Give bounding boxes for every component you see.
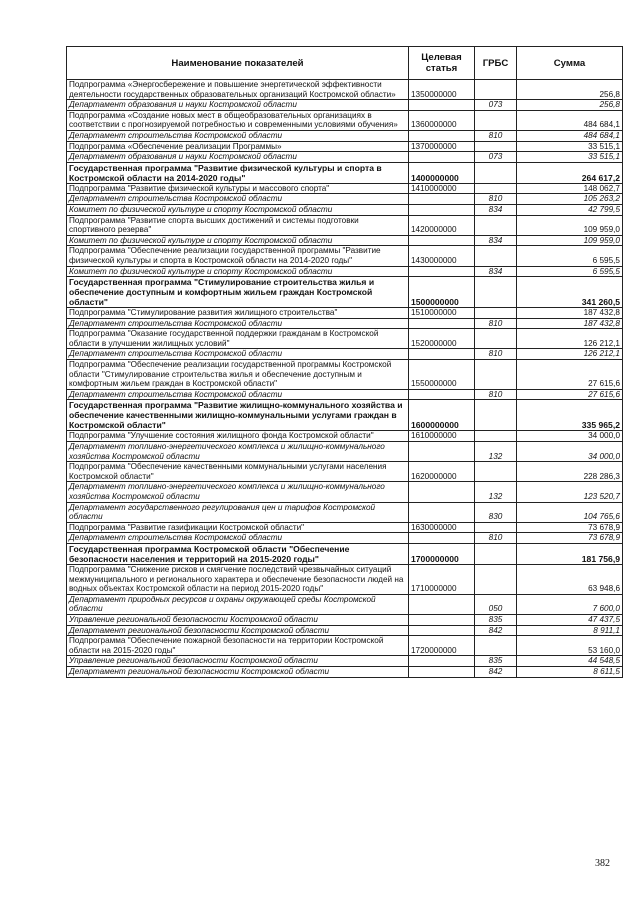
- header-grbs: ГРБС: [475, 47, 517, 80]
- row-sum: 8 911,1: [517, 625, 623, 636]
- row-code: 1510000000: [409, 308, 475, 319]
- row-sum: 104 765,6: [517, 502, 623, 522]
- row-name: Подпрограмма "Развитие газификации Костромской области": [67, 522, 409, 533]
- row-code: 1620000000: [409, 462, 475, 482]
- row-code: 1350000000: [409, 80, 475, 100]
- row-grbs: 834: [475, 266, 517, 277]
- row-grbs: [475, 80, 517, 100]
- table-row: [67, 183, 623, 194]
- row-code: 1700000000: [409, 543, 475, 564]
- row-name: Комитет по физической культуре и спорту Костромской области: [67, 266, 409, 277]
- row-code: [409, 442, 475, 462]
- row-sum: 148 062,7: [517, 183, 623, 194]
- row-grbs: 810: [475, 130, 517, 141]
- row-sum: 34 000,0: [517, 442, 623, 462]
- row-name: Департамент природных ресурсов и охраны окружающей среды Костромской области: [67, 594, 409, 614]
- table-row: [67, 130, 623, 141]
- row-sum: 33 515,1: [517, 152, 623, 163]
- table-row: [67, 266, 623, 277]
- row-sum: 187 432,8: [517, 318, 623, 329]
- row-grbs: 810: [475, 533, 517, 544]
- row-name: Департамент строительства Костромской области: [67, 318, 409, 329]
- header-row: [67, 47, 623, 80]
- row-grbs: [475, 162, 517, 183]
- row-name: Департамент строительства Костромской области: [67, 194, 409, 205]
- row-name: Подпрограмма "Развитие спорта высших достижений и системы подготовки спортивного резерва": [67, 215, 409, 235]
- row-name: Департамент топливно-энергетического комплекса и жилищно-коммунального хозяйства Костромской области: [67, 482, 409, 502]
- row-grbs: 132: [475, 442, 517, 462]
- row-grbs: 073: [475, 100, 517, 111]
- row-grbs: [475, 308, 517, 319]
- row-name: Комитет по физической культуре и спорту Костромской области: [67, 204, 409, 215]
- row-grbs: [475, 636, 517, 656]
- row-sum: 27 615,6: [517, 389, 623, 400]
- row-name: Подпрограмма «Создание новых мест в общеобразовательных организациях в соответствии с прогнозируемой потребностью и современными условиями обучения»: [67, 110, 409, 130]
- table-row: [67, 522, 623, 533]
- row-code: [409, 389, 475, 400]
- row-name: Департамент образования и науки Костромской области: [67, 100, 409, 111]
- row-sum: 27 615,6: [517, 360, 623, 390]
- row-name: Подпрограмма «Энергосбережение и повышение энергетической эффективности деятельности государственных образовательных организаций Костромской области»: [67, 80, 409, 100]
- row-code: [409, 235, 475, 246]
- row-sum: 187 432,8: [517, 308, 623, 319]
- row-grbs: 810: [475, 194, 517, 205]
- table-row: [67, 360, 623, 390]
- row-sum: 341 260,5: [517, 277, 623, 308]
- row-code: 1500000000: [409, 277, 475, 308]
- row-code: 1370000000: [409, 141, 475, 152]
- table-row: [67, 277, 623, 308]
- row-grbs: 132: [475, 482, 517, 502]
- row-sum: 256,8: [517, 80, 623, 100]
- row-name: Государственная программа "Развитие жилищно-коммунального хозяйства и обеспечение качественными жилищно-коммунальными услугами граждан в Костромской области": [67, 400, 409, 431]
- row-name: Департамент строительства Костромской области: [67, 533, 409, 544]
- row-name: Подпрограмма "Развитие физической культуры и массового спорта": [67, 183, 409, 194]
- row-code: [409, 266, 475, 277]
- row-grbs: [475, 329, 517, 349]
- table-row: [67, 141, 623, 152]
- table-row: [67, 152, 623, 163]
- row-grbs: 810: [475, 389, 517, 400]
- row-sum: 105 263,2: [517, 194, 623, 205]
- row-sum: 484 684,1: [517, 110, 623, 130]
- row-grbs: [475, 400, 517, 431]
- row-sum: 109 959,0: [517, 215, 623, 235]
- row-code: 1520000000: [409, 329, 475, 349]
- row-code: 1410000000: [409, 183, 475, 194]
- table-row: [67, 625, 623, 636]
- row-sum: 44 548,5: [517, 656, 623, 667]
- row-grbs: 050: [475, 594, 517, 614]
- table-row: [67, 594, 623, 614]
- row-sum: 8 611,5: [517, 666, 623, 677]
- row-sum: 264 617,2: [517, 162, 623, 183]
- budget-table: [66, 46, 623, 678]
- row-sum: 256,8: [517, 100, 623, 111]
- row-name: Подпрограмма "Обеспечение пожарной безопасности на территории Костромской области на 2015-2020 годы": [67, 636, 409, 656]
- row-grbs: [475, 110, 517, 130]
- row-grbs: [475, 522, 517, 533]
- row-name: Подпрограмма "Улучшение состояния жилищного фонда Костромской области": [67, 431, 409, 442]
- row-grbs: 810: [475, 318, 517, 329]
- row-name: Подпрограмма "Оказание государственной поддержки гражданам в Костромской области в улучшении жилищных условий": [67, 329, 409, 349]
- row-code: 1600000000: [409, 400, 475, 431]
- row-code: [409, 100, 475, 111]
- row-sum: 181 756,9: [517, 543, 623, 564]
- table-row: [67, 400, 623, 431]
- table-row: [67, 204, 623, 215]
- row-sum: 126 212,1: [517, 329, 623, 349]
- row-grbs: [475, 462, 517, 482]
- row-sum: 123 520,7: [517, 482, 623, 502]
- table-row: [67, 215, 623, 235]
- row-name: Департамент региональной безопасности Костромской области: [67, 666, 409, 677]
- row-sum: 47 437,5: [517, 614, 623, 625]
- table-row: [67, 502, 623, 522]
- table-row: [67, 80, 623, 100]
- table-row: [67, 636, 623, 656]
- row-code: 1630000000: [409, 522, 475, 533]
- row-name: Управление региональной безопасности Костромской области: [67, 614, 409, 625]
- row-name: Подпрограмма "Снижение рисков и смягчение последствий чрезвычайных ситуаций межмуниципального и регионального характера и обеспечение безопасности людей на водных объектах Костромской области на период 2015-2020 годы": [67, 564, 409, 594]
- row-grbs: 810: [475, 349, 517, 360]
- row-name: Департамент строительства Костромской области: [67, 349, 409, 360]
- row-code: [409, 533, 475, 544]
- row-grbs: 842: [475, 666, 517, 677]
- row-sum: 6 595,5: [517, 246, 623, 266]
- row-sum: 42 799,5: [517, 204, 623, 215]
- table-row: [67, 162, 623, 183]
- row-code: 1710000000: [409, 564, 475, 594]
- row-name: Департамент образования и науки Костромской области: [67, 152, 409, 163]
- row-code: 1550000000: [409, 360, 475, 390]
- row-name: Государственная программа "Стимулирование строительства жилья и обеспечение доступным и комфортным жильем граждан Костромской области": [67, 277, 409, 308]
- row-grbs: 073: [475, 152, 517, 163]
- row-grbs: [475, 431, 517, 442]
- table-row: [67, 100, 623, 111]
- header-sum: Сумма: [517, 47, 623, 80]
- table-body: [67, 80, 623, 678]
- row-code: [409, 502, 475, 522]
- row-sum: 7 600,0: [517, 594, 623, 614]
- row-sum: 73 678,9: [517, 533, 623, 544]
- row-code: [409, 194, 475, 205]
- row-code: [409, 130, 475, 141]
- row-code: [409, 625, 475, 636]
- row-sum: 126 212,1: [517, 349, 623, 360]
- row-code: [409, 204, 475, 215]
- table-row: [67, 462, 623, 482]
- row-code: 1400000000: [409, 162, 475, 183]
- header-name: Наименование показателей: [67, 47, 409, 80]
- row-code: [409, 482, 475, 502]
- row-name: Государственная программа Костромской области "Обеспечение безопасности населения и территорий на 2015-2020 годы": [67, 543, 409, 564]
- row-grbs: [475, 277, 517, 308]
- row-code: [409, 349, 475, 360]
- row-code: [409, 152, 475, 163]
- page-number: 382: [595, 858, 610, 869]
- row-name: Комитет по физической культуре и спорту Костромской области: [67, 235, 409, 246]
- row-grbs: 835: [475, 614, 517, 625]
- row-name: Департамент государственного регулирования цен и тарифов Костромской области: [67, 502, 409, 522]
- row-grbs: 842: [475, 625, 517, 636]
- row-grbs: [475, 543, 517, 564]
- row-code: 1720000000: [409, 636, 475, 656]
- row-code: [409, 656, 475, 667]
- row-code: 1360000000: [409, 110, 475, 130]
- row-sum: 53 160,0: [517, 636, 623, 656]
- row-name: Подпрограмма «Обеспечение реализации Программы»: [67, 141, 409, 152]
- row-grbs: [475, 360, 517, 390]
- table-row: [67, 666, 623, 677]
- row-sum: 34 000,0: [517, 431, 623, 442]
- row-code: 1430000000: [409, 246, 475, 266]
- table-row: [67, 533, 623, 544]
- row-sum: 109 959,0: [517, 235, 623, 246]
- row-code: [409, 318, 475, 329]
- table-row: [67, 656, 623, 667]
- row-grbs: [475, 183, 517, 194]
- table-row: [67, 194, 623, 205]
- table-row: [67, 431, 623, 442]
- row-sum: 73 678,9: [517, 522, 623, 533]
- table-row: [67, 442, 623, 462]
- table-row: [67, 543, 623, 564]
- table-row: [67, 614, 623, 625]
- table-row: [67, 564, 623, 594]
- row-name: Подпрограмма "Обеспечение качественными коммунальными услугами населения Костромской области": [67, 462, 409, 482]
- row-code: [409, 594, 475, 614]
- row-grbs: [475, 564, 517, 594]
- row-name: Подпрограмма "Стимулирование развития жилищного строительства": [67, 308, 409, 319]
- row-sum: 335 965,2: [517, 400, 623, 431]
- table-row: [67, 329, 623, 349]
- row-name: Департамент строительства Костромской области: [67, 130, 409, 141]
- table-row: [67, 235, 623, 246]
- row-grbs: 834: [475, 235, 517, 246]
- table-row: [67, 246, 623, 266]
- row-grbs: [475, 215, 517, 235]
- row-grbs: 835: [475, 656, 517, 667]
- row-name: Государственная программа "Развитие физической культуры и спорта в Костромской области на 2014-2020 годы": [67, 162, 409, 183]
- row-grbs: [475, 141, 517, 152]
- row-code: 1420000000: [409, 215, 475, 235]
- row-name: Подпрограмма "Обеспечение реализации государственной программы Костромской области "Стимулирование строительства жилья и обеспечение доступным и комфортным жильем граждан в Костромской области": [67, 360, 409, 390]
- row-name: Подпрограмма "Обеспечение реализации государственной программы "Развитие физической культуры и спорта в Костромской области на 2014-2020 годы": [67, 246, 409, 266]
- header-code: Целевая статья: [409, 47, 475, 80]
- row-name: Департамент строительства Костромской области: [67, 389, 409, 400]
- table-row: [67, 110, 623, 130]
- row-name: Управление региональной безопасности Костромской области: [67, 656, 409, 667]
- table-row: [67, 482, 623, 502]
- row-grbs: 834: [475, 204, 517, 215]
- row-sum: 6 595,5: [517, 266, 623, 277]
- row-code: [409, 666, 475, 677]
- table-row: [67, 349, 623, 360]
- row-grbs: 830: [475, 502, 517, 522]
- row-code: [409, 614, 475, 625]
- row-sum: 63 948,6: [517, 564, 623, 594]
- table-row: [67, 318, 623, 329]
- row-name: Департамент топливно-энергетического комплекса и жилищно-коммунального хозяйства Костромской области: [67, 442, 409, 462]
- row-sum: 228 286,3: [517, 462, 623, 482]
- row-sum: 484 684,1: [517, 130, 623, 141]
- row-code: 1610000000: [409, 431, 475, 442]
- row-sum: 33 515,1: [517, 141, 623, 152]
- table-row: [67, 308, 623, 319]
- row-name: Департамент региональной безопасности Костромской области: [67, 625, 409, 636]
- table-row: [67, 389, 623, 400]
- row-grbs: [475, 246, 517, 266]
